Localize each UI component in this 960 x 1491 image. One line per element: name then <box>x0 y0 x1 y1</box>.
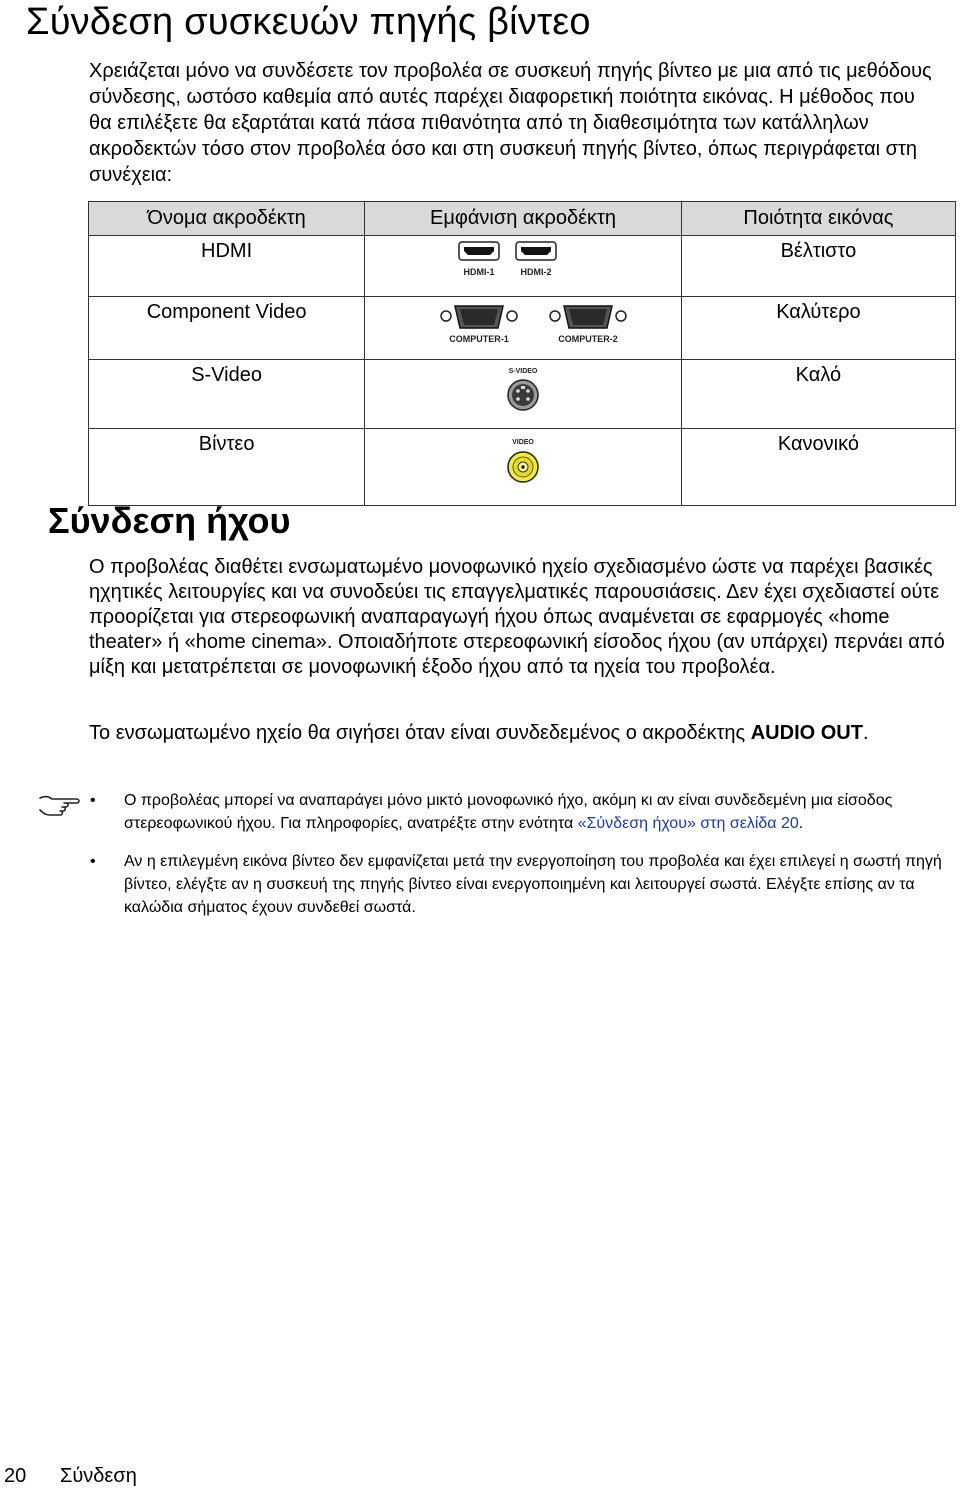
connector-name: Βίντεο <box>89 429 365 506</box>
note-hand-icon <box>38 790 84 818</box>
connector-image-cell <box>365 236 682 297</box>
picture-quality: Καλύτερο <box>681 297 955 360</box>
page-number: 20 <box>4 1465 27 1487</box>
port-label: HDMI-2 <box>520 267 552 277</box>
audio-connection-link[interactable]: «Σύνδεση ήχου» στη σελίδα 20 <box>577 815 799 832</box>
audio-out-label: AUDIO OUT <box>750 722 863 744</box>
header-picture-quality: Ποιότητα εικόνας <box>681 202 955 236</box>
audio-out-text: Το ενσωματωμένο ηχείο θα σιγήσει όταν είναι συνδεδεμένος ο ακροδέκτης <box>89 722 751 744</box>
connector-name: Component Video <box>89 297 365 360</box>
picture-quality: Βέλτιστο <box>681 236 955 297</box>
page-title: Σύνδεση συσκευών πηγής βίντεο <box>26 1 591 43</box>
note-text: Ο προβολέας μπορεί να αναπαράγει μόνο μικτό μονοφωνικό ήχο, ακόμη κι αν είναι συνδεδεμένη μια είσοδος στερεοφωνικού ήχου. Για πληροφορίες, ανατρέξτε στην ενότητα <box>124 792 893 832</box>
connector-name: S-Video <box>89 360 365 429</box>
intro-paragraph: Χρειάζεται μόνο να συνδέσετε τον προβολέα σε συσκευή πηγής βίντεο με μια από τις μεθόδους σύνδεσης, ωστόσο καθεμία από αυτές παρέχει διαφορετική ποιότητα εικόνας. Η μέθοδος που θα επιλέξετε θα εξαρτάται κατά πάσα πιθανότητα από τη διαθεσιμότητα των κατάλληλων ακροδεκτών τόσο στον προβολέα όσο και στη συσκευή πηγής βίντεο, όπως περιγράφεται στη συνέχεια: <box>89 60 932 186</box>
port-label: S-VIDEO <box>508 368 538 375</box>
audio-paragraph: Ο προβολέας διαθέτει ενσωματωμένο μονοφωνικό ηχείο σχεδιασμένο ώστε να παρέχει βασικές ηχητικές λειτουργίες και να συνοδεύει τις επαγγελματικές παρουσιάσεις. Δεν έχει σχεδιαστεί ούτε προορίζεται για στερεοφωνική αναπαραγωγή ήχου όπως αναμένεται σε εφαρμογές «home theater» ή «home cinema». Οποιαδήποτε στερεοφωνική είσοδος ήχου (αν υπάρχει) περνάει από μίξη και μετατρέπεται σε μονοφωνική έξοδο ήχου από τα ηχεία του προβολέα. <box>89 556 945 678</box>
note-list <box>90 789 960 934</box>
picture-quality: Καλό <box>681 360 955 429</box>
table-row <box>89 360 956 429</box>
audio-out-end: . <box>862 722 869 744</box>
audio-section-heading: Σύνδεση ήχου <box>48 500 291 541</box>
note-end: . <box>798 815 804 832</box>
page-footer <box>4 1463 137 1489</box>
footer-section: Σύνδεση <box>60 1465 137 1487</box>
list-item <box>90 850 960 919</box>
s-video-port-icon <box>483 360 563 418</box>
connector-table <box>88 201 956 506</box>
port-label: VIDEO <box>512 439 534 446</box>
table-row <box>89 429 956 506</box>
header-connector-look: Εμφάνιση ακροδέκτη <box>365 202 682 236</box>
port-label: COMPUTER-2 <box>558 334 618 344</box>
table-header-row <box>89 202 956 236</box>
header-connector-name: Όνομα ακροδέκτη <box>89 202 365 236</box>
connector-image-cell <box>365 429 682 506</box>
video-rca-port-icon <box>483 429 563 491</box>
note-text: Αν η επιλεγμένη εικόνα βίντεο δεν εμφανίζεται μετά την ενεργοποίηση του προβολέα και έχει επιλεγεί η σωστή πηγή βίντεο, ελέγξτε αν η συσκευή της πηγής βίντεο είναι ενεργοποιημένη και λειτουργεί σωστά. Ελέγξτε επίσης αν τα καλώδια σήματος έχουν συνδεθεί σωστά. <box>124 853 942 916</box>
connector-image-cell <box>365 297 682 360</box>
connector-name: HDMI <box>89 236 365 297</box>
bullet-marker: • <box>90 853 96 870</box>
table-row <box>89 297 956 360</box>
port-label: COMPUTER-1 <box>449 334 509 344</box>
bullet-marker: • <box>90 792 96 809</box>
list-item <box>90 789 960 835</box>
connector-image-cell <box>365 360 682 429</box>
audio-out-paragraph <box>89 721 949 746</box>
table-row <box>89 236 956 297</box>
picture-quality: Κανονικό <box>681 429 955 506</box>
port-label: HDMI-1 <box>463 267 495 277</box>
hdmi-ports-icon <box>423 236 623 286</box>
vga-ports-icon <box>403 297 643 351</box>
